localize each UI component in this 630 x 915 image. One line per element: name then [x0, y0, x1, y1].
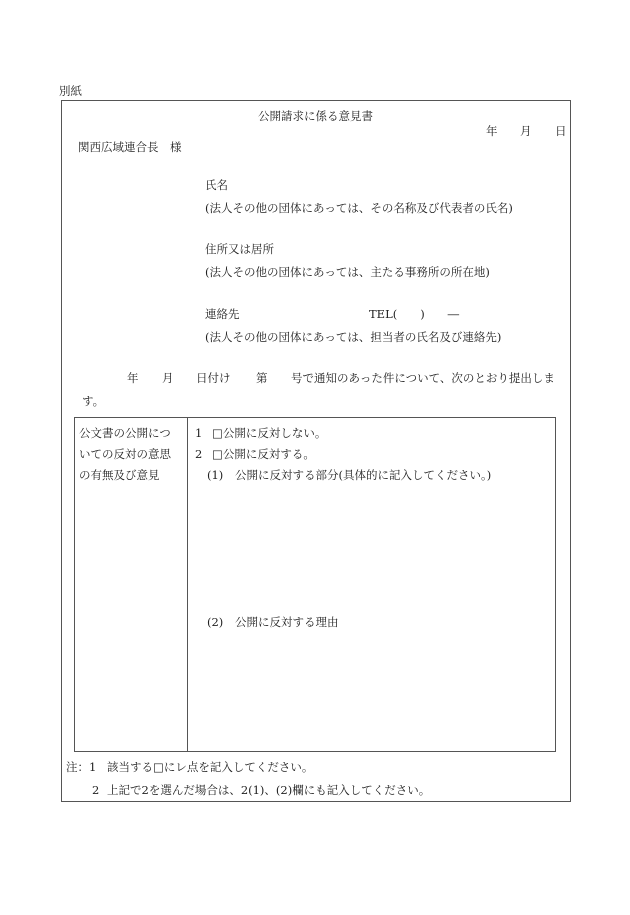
- table-divider: [187, 417, 188, 752]
- address-note: (法人その他の団体にあっては、主たる事務所の所在地): [205, 265, 490, 279]
- contact-note: (法人その他の団体にあっては、担当者の氏名及び連絡先): [205, 330, 502, 344]
- note-2-text: 上記で2を選んだ場合は、2(1)、(2)欄にも記入してください。: [107, 783, 431, 797]
- note-2-number: 2: [92, 783, 100, 797]
- sub-item-1-text: 公開に反対する部分(具体的に記入してください。): [235, 468, 492, 482]
- tel-label: TEL( ) ―: [369, 307, 460, 321]
- body-continuation: す。: [82, 394, 105, 408]
- addressee: 関西広域連合長 様: [78, 140, 182, 154]
- body-year: 年: [127, 371, 139, 385]
- note-1-label: 注：1: [66, 760, 97, 774]
- sub-item-2-number: (2): [207, 615, 224, 629]
- body-month: 月: [162, 371, 174, 385]
- body-sentence: 号で通知のあった件について、次のとおり提出しま: [291, 371, 555, 385]
- document-title: 公開請求に係る意見書: [258, 109, 373, 123]
- note-1-text: 該当する□にレ点を記入してください。: [107, 760, 314, 774]
- table-header-line-2: いての反対の意思: [79, 447, 171, 461]
- table-header-line-3: の有無及び意見: [79, 468, 160, 482]
- name-note: (法人その他の団体にあっては、その名称及び代表者の氏名): [205, 201, 513, 215]
- name-label: 氏名: [205, 178, 228, 192]
- sub-item-2-text: 公開に反対する理由: [235, 615, 339, 629]
- body-number-prefix: 第: [256, 371, 268, 385]
- table-header-line-1: 公文書の公開につ: [79, 426, 171, 440]
- date-year: 年: [486, 124, 498, 138]
- date-month: 月: [520, 124, 532, 138]
- option-1-number: 1: [195, 426, 203, 440]
- body-dated: 日付け: [196, 371, 231, 385]
- date-day: 日: [555, 124, 567, 138]
- attachment-label: 別紙: [59, 84, 82, 98]
- address-label: 住所又は居所: [205, 242, 274, 256]
- contact-label: 連絡先: [205, 307, 240, 321]
- option-2-number: 2: [195, 447, 203, 461]
- option-1-text: □公開に反対しない。: [212, 426, 327, 440]
- sub-item-1-number: (1): [207, 468, 224, 482]
- option-2-text: □公開に反対する。: [212, 447, 315, 461]
